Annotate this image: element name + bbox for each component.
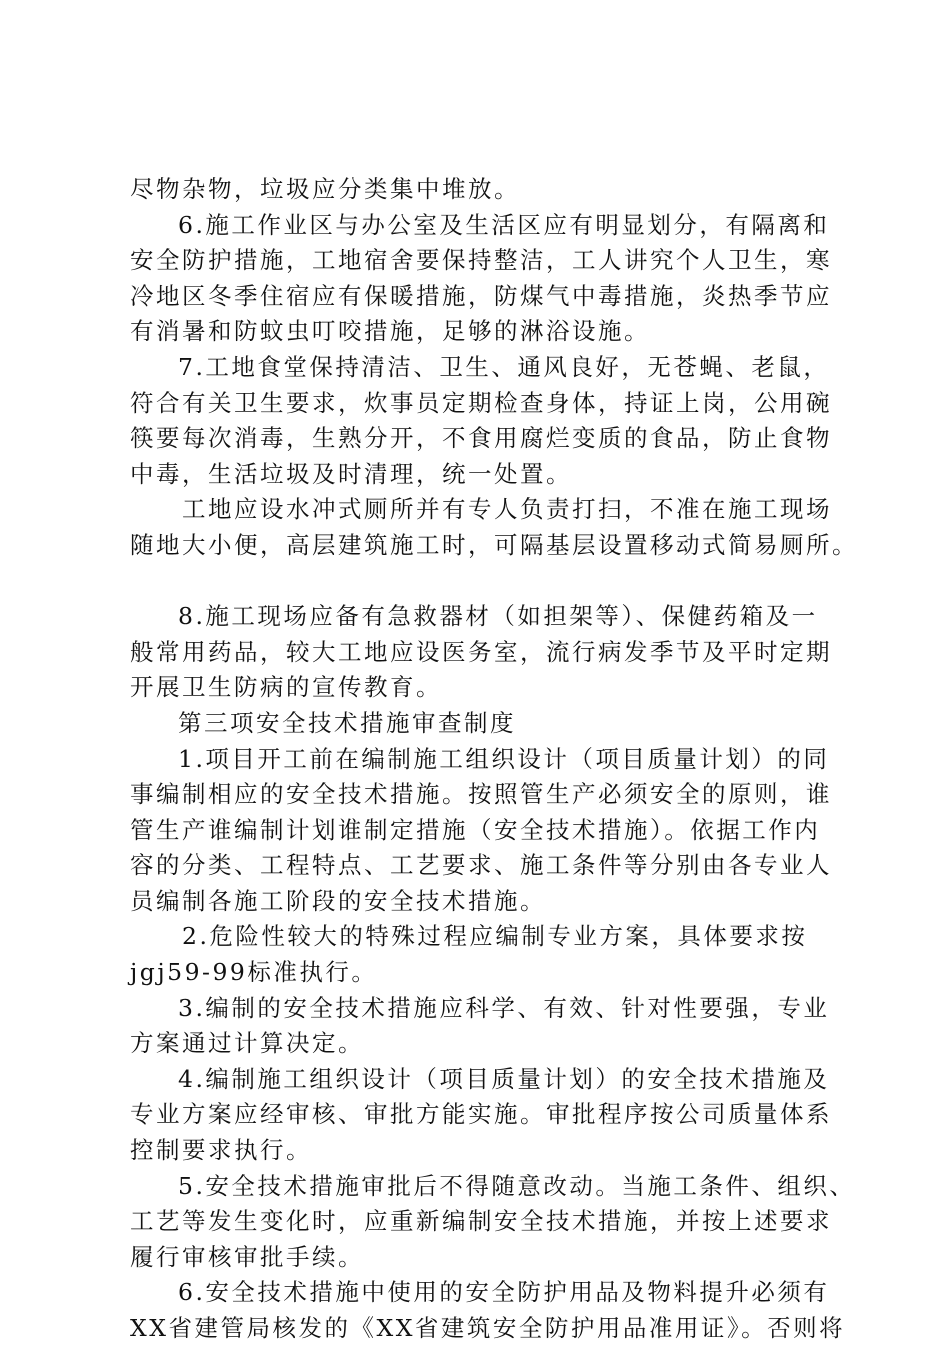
text-line: 专业方案应经审核、审批方能实施。审批程序按公司质量体系 <box>130 1100 832 1129</box>
text-line: 工艺等发生变化时，应重新编制安全技术措施，并按上述要求 <box>130 1207 832 1236</box>
text-line: 容的分类、工程特点、工艺要求、施工条件等分别由各专业人 <box>130 851 832 880</box>
text-line: 事编制相应的安全技术措施。按照管生产必须安全的原则，谁 <box>130 780 832 809</box>
text-line: 4.编制施工组织设计（项目质量计划）的安全技术措施及 <box>178 1064 830 1093</box>
text-line: 冷地区冬季住宿应有保暖措施，防煤气中毒措施，炎热季节应 <box>130 281 832 310</box>
text-line: 方案通过计算决定。 <box>130 1029 364 1058</box>
blank-line <box>130 564 850 600</box>
text-line: 筷要每次消毒，生熟分开，不食用腐烂变质的食品，防止食物 <box>130 424 832 453</box>
text-line: 开展卫生防病的宣传教育。 <box>130 673 442 702</box>
text-line: 5.安全技术措施审批后不得随意改动。当施工条件、组织、 <box>178 1171 856 1200</box>
text-line: 尽物杂物，垃圾应分类集中堆放。 <box>130 175 520 203</box>
text-line: 般常用药品，较大工地应设医务室，流行病发季节及平时定期 <box>130 637 832 666</box>
text-line: 员编制各施工阶段的安全技术措施。 <box>130 886 546 915</box>
text-line: XX省建管局核发的《XX省建筑安全防护用品准用证》。否则将 <box>130 1314 846 1342</box>
section-heading: 第三项安全技术措施审查制度 <box>178 708 516 737</box>
text-line: 有消暑和防蚊虫叮咬措施，足够的淋浴设施。 <box>130 317 650 346</box>
text-line: 管生产谁编制计划谁制定措施（安全技术措施）。依据工作内 <box>130 815 821 844</box>
text-line: 8.施工现场应备有急救器材（如担架等）、保健药箱及一 <box>178 602 818 631</box>
text-line: 1.项目开工前在编制施工组织设计（项目质量计划）的同 <box>178 744 830 773</box>
text-line: 6.安全技术措施中使用的安全防护用品及物料提升必须有 <box>178 1278 830 1307</box>
document-body <box>130 172 858 1347</box>
text-line: 中毒，生活垃圾及时清理，统一处置。 <box>130 459 572 488</box>
text-line: 工地应设水冲式厕所并有专人负责打扫，不准在施工现场 <box>182 495 832 524</box>
text-line: 符合有关卫生要求，炊事员定期检查身体，持证上岗，公用碗 <box>130 388 832 417</box>
text-line: 控制要求执行。 <box>130 1136 312 1165</box>
text-line: jgj59-99标准执行。 <box>130 958 378 987</box>
text-line: 随地大小便，高层建筑施工时，可隔基层设置移动式简易厕所。 <box>130 530 858 559</box>
text-line: 2.危险性较大的特殊过程应编制专业方案，具体要求按 <box>182 922 808 951</box>
text-line: 7.工地食堂保持清洁、卫生、通风良好，无苍蝇、老鼠， <box>178 352 830 381</box>
text-line: 6.施工作业区与办公室及生活区应有明显划分，有隔离和 <box>178 210 830 239</box>
text-line: 安全防护措施，工地宿舍要保持整洁，工人讲究个人卫生，寒 <box>130 246 832 275</box>
text-line: 履行审核审批手续。 <box>130 1242 364 1271</box>
text-line: 3.编制的安全技术措施应科学、有效、针对性要强，专业 <box>178 993 830 1022</box>
